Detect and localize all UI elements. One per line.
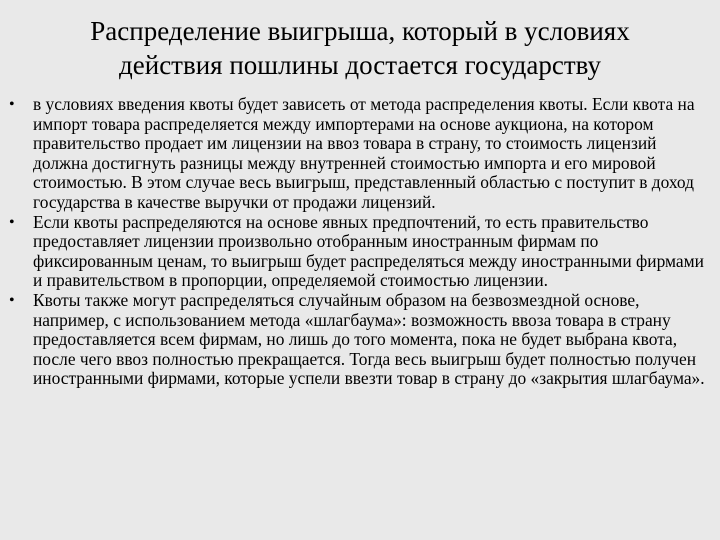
bullet-text-3: Квоты также могут распределяться случайным образом на безвозмездной основе, например, с использованием метода «шлагбаума»: возможность ввоза товара в страну предоставляется всем фирмам, но лишь до того момента, пока не будет выбрана квота, после чего ввоз полностью прекращается. Тогда весь выигрыш будет полностью получен иностранными фирмами, которые успели ввезти товар в страну до «закрытия шлагбаума».: [33, 289, 705, 389]
bullet-item-2: [0, 213, 720, 291]
bullet-dot-icon: •: [9, 213, 15, 231]
slide-title: Распределение выигрыша, который в условиях действия пошлины достается государству: [90, 16, 630, 80]
bullet-text-1: в условиях введения квоты будет зависеть от метода распределения квоты. Если квота на импорт товара распределяется между импортерами на основе аукциона, на котором правительство продает им лицензии на ввоз товара в страну, то стоимость лицензий должна достигнуть разницы между внутренней стоимостью импорта и его мировой стоимостью. В этом случае весь выигрыш, представленный областью с поступит в доход государства в качестве выручки от продажи лицензий.: [33, 94, 695, 212]
bullet-item-1: [0, 95, 720, 213]
bullet-list: [0, 95, 720, 389]
bullet-dot-icon: •: [9, 291, 15, 309]
bullet-text-2: Если квоты распределяются на основе явных предпочтений, то есть правительство предоставляет лицензии произвольно отобранным иностранным фирмам по фиксированным ценам, то выигрыш будет распределяться между иностранными фирмами и правительством в пропорции, определяемой стоимостью лицензии.: [33, 211, 704, 291]
bullet-dot-icon: •: [9, 96, 15, 113]
bullet-item-3: [0, 291, 720, 389]
